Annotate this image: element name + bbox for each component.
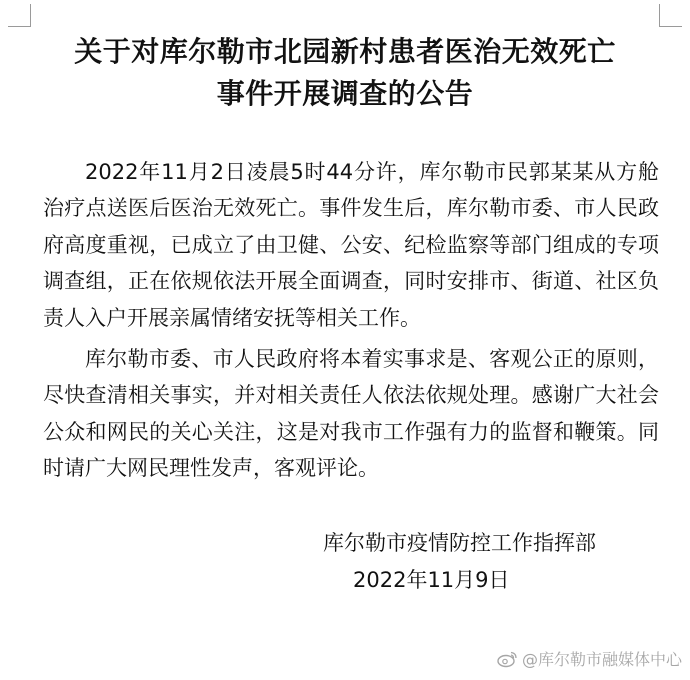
paragraph-1: 2022年11月2日凌晨5时44分许，库尔勒市民郭某某从方舱治疗点送医后医治无效死亡。事件发生后，库尔勒市委、市人民政府高度重视，已成立了由卫健、公安、纪检监察等部门组成的专项调查组，正在依规依法开展全面调查，同时安排市、街道、社区负责人入户开展亲属情绪安抚等相关工作。	[43, 160, 659, 330]
weibo-icon	[496, 650, 518, 668]
corner-mark-top-left	[8, 4, 31, 27]
document-title-line-2: 事件开展调查的公告	[216, 77, 474, 110]
watermark	[496, 647, 682, 670]
document-title-line-1: 关于对库尔勒市北园新村患者医治无效死亡	[74, 35, 616, 68]
corner-mark-top-right	[659, 4, 682, 27]
watermark-text: @库尔勒市融媒体中心	[521, 650, 682, 669]
paragraph-2: 库尔勒市委、市人民政府将本着实事求是、客观公正的原则，尽快查清相关事实，并对相关责任人依法依规处理。感谢广大社会公众和网民的关心关注，这是对我市工作强有力的监督和鞭策。同时请广大网民理性发声，客观评论。	[43, 347, 659, 481]
issuer-signature: 库尔勒市疫情防控工作指挥部	[323, 531, 596, 555]
issue-date: 2022年11月9日	[353, 568, 510, 592]
